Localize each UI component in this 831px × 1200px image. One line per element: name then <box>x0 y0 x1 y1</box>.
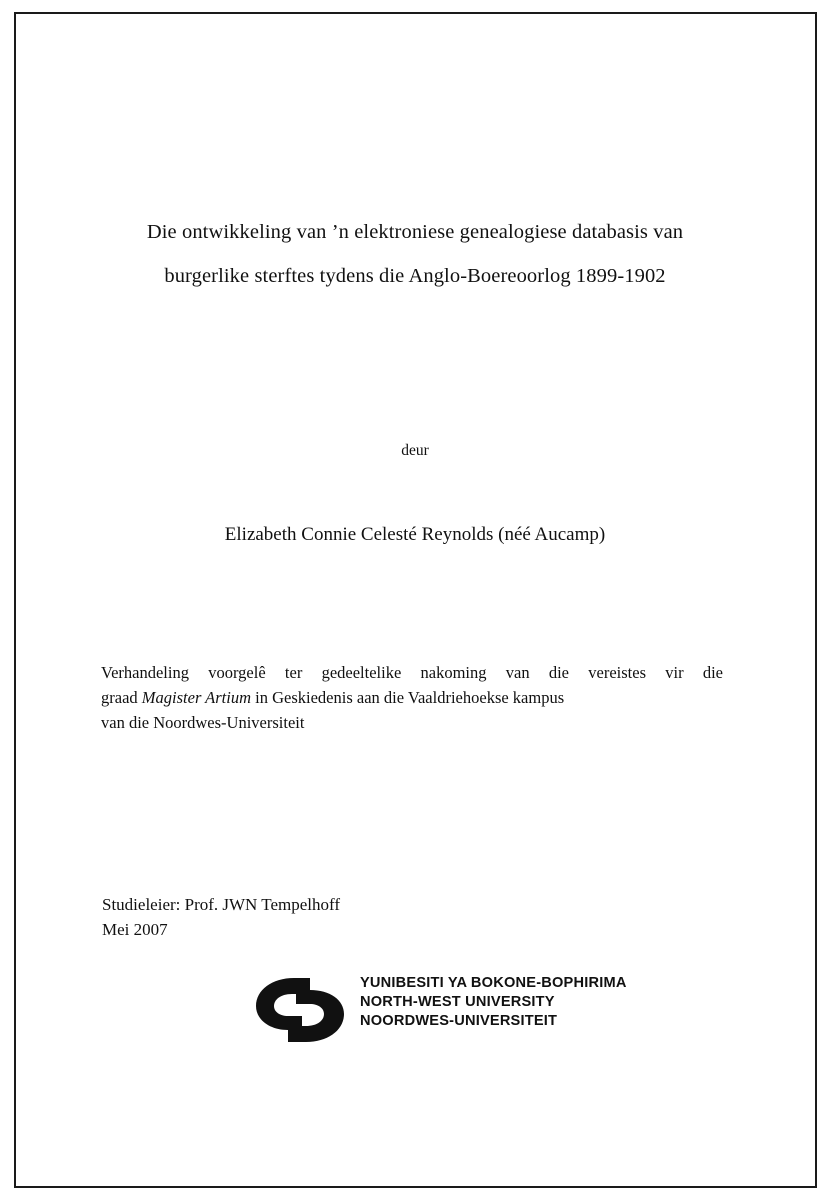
author-name: Elizabeth Connie Celesté Reynolds (néé Aucamp) <box>224 524 606 545</box>
statement-line-1: Verhandeling voorgelê ter gedeeltelike nakoming van die vereistes vir die <box>101 663 723 682</box>
nwu-logo-text-line-3: NOORDWES-UNIVERSITEIT <box>360 1013 558 1029</box>
statement-line-2 <box>101 685 723 710</box>
title-page-content <box>100 30 730 1170</box>
statement-line-3: van die Noordwes-Universiteit <box>101 713 305 732</box>
supervisor-line: Studieleier: Prof. JWN Tempelhoff <box>102 895 341 914</box>
title-line-2: burgerlike sterftes tydens die Anglo-Boereoorlog 1899-1902 <box>164 265 666 287</box>
nwu-logo-text <box>360 974 627 1031</box>
degree-name: Magister Artium <box>141 688 252 707</box>
page-title <box>100 210 730 298</box>
nwu-logo-text-line-2: NORTH-WEST UNIVERSITY <box>360 994 555 1010</box>
degree-statement <box>101 660 723 735</box>
university-logo <box>250 970 670 1050</box>
statement-line-2-after: in Geskiedenis aan die Vaaldriehoekse kampus <box>251 688 565 707</box>
byline-label: deur <box>401 442 429 459</box>
title-line-1: Die ontwikkeling van ’n elektroniese genealogiese databasis van <box>146 221 684 243</box>
statement-line-2-before: graad <box>101 688 142 707</box>
nwu-logo-icon <box>250 974 354 1046</box>
date-line: Mei 2007 <box>102 920 168 939</box>
nwu-logo-text-line-1: YUNIBESITI YA BOKONE-BOPHIRIMA <box>360 975 627 991</box>
